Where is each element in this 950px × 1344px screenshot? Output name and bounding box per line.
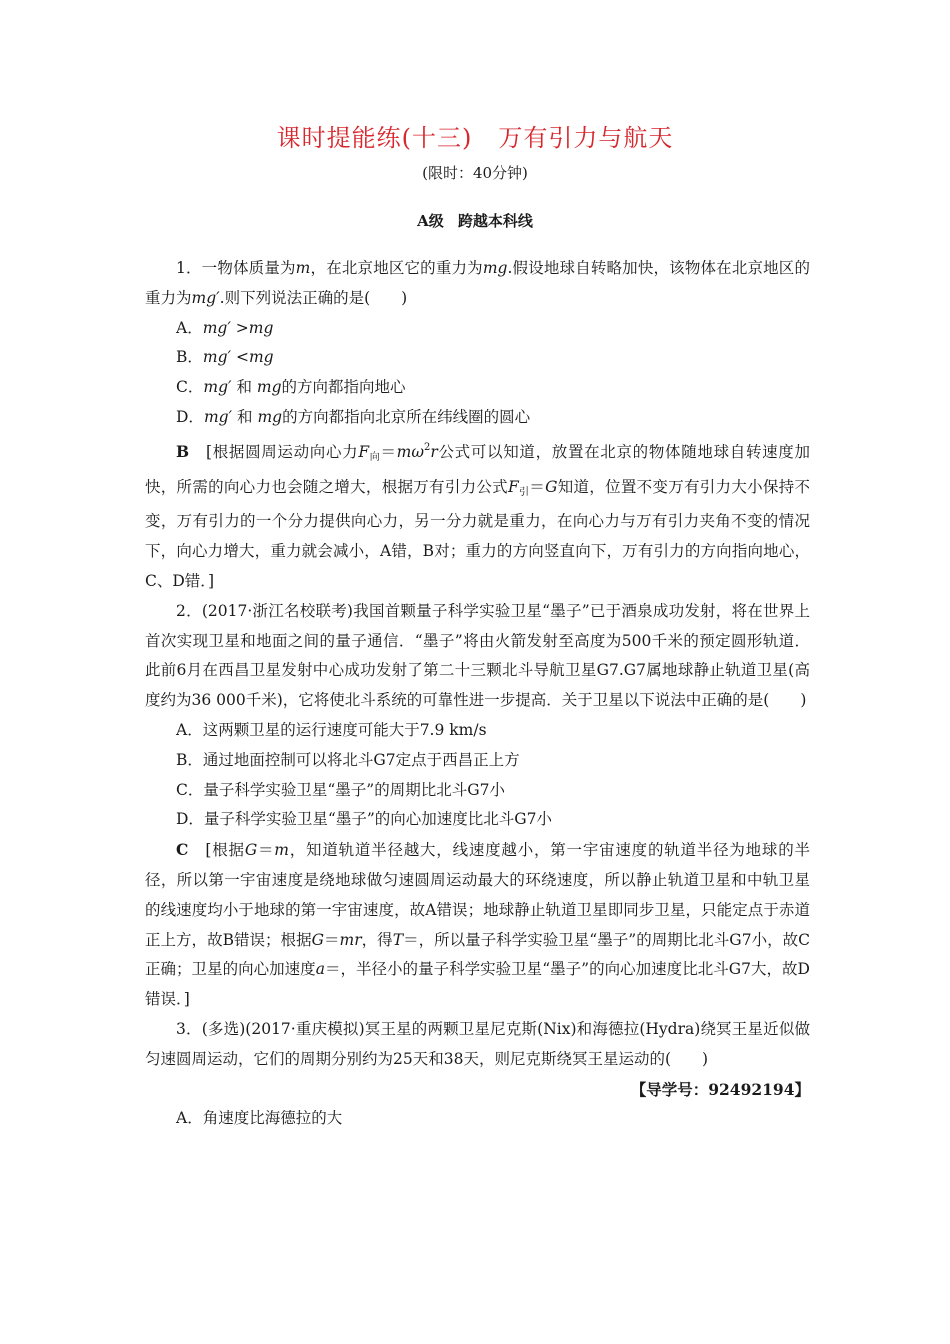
question-2-stem: 2．(2017·浙江名校联考)我国首颗量子科学实验卫星“墨子”已于酒泉成功发射，将在世界上首次实现卫星和地面之间的量子通信．“墨子”将由火箭发射至高度为500千米的预定圆形轨道．此前6月在西昌卫星发射中心成功发射了第二十三颗北斗导航卫星G7.G7属地球静止轨道卫星(高度约为36 000千米)，它将使北斗系统的可靠性进一步提高．关于卫星以下说法中正确的是( ) [145,601,810,710]
title-lesson: 课时提能练(十三) [276,124,473,152]
question-2-option-b: B．通过地面控制可以将北斗G7定点于西昌正上方 [176,750,520,769]
page-title [0,118,950,153]
question-1-option-d: D．mg′ 和 mg的方向都指向北京所在纬线圈的圆心 [176,407,531,426]
section-heading [0,210,950,231]
question-1-stem: 1．一物体质量为m，在北京地区它的重力为mg.假设地球自转略加快，该物体在北京地区的重力为mg′.则下列说法正确的是( ) [145,259,810,307]
question-2-explanation: C [根据G＝m，知道轨道半径越大，线速度越小，第一宇宙速度的轨道半径为地球的半径，所以第一宇宙速度是绕地球做匀速圆周运动最大的环绕速度，所以静止轨道卫星和中轨卫星的线速度均小于地球的第一宇宙速度，故A错误；地球静止轨道卫星即同步卫星，只能定点于赤道正上方，故B错误；根据G＝mr，得T＝，所以量子科学实验卫星“墨子”的周期比北斗G7小，故C正确；卫星的向心加速度a＝，半径小的量子科学实验卫星“墨子”的向心加速度比北斗G7大，故D错误．] [145,840,810,1009]
question-2-option-c: C．量子科学实验卫星“墨子”的周期比北斗G7小 [176,780,505,799]
question-1-explanation: B [根据圆周运动向心力$F_向=m\omega^2r$公式可以知道，放置在北京的物体随地球自转速度加快，所需的向心力也会随之增大，根据万有引力公式$F_引=G$知道，位置不变万有引力大小保持不变，万有引力的一个分力提供向心力，另一分力就是重力，在向心力与万有引力夹角不变的情况下，向心力增大，重力就会减小，A错，B对；重力的方向竖直向下，万有引力的方向指向地心，C、D错．] [145,441,810,590]
section-name: 跨越本科线 [457,212,533,230]
question-1-option-b: B．mg′ <mg [176,348,274,367]
question-3-stem: 3．(多选)(2017·重庆模拟)冥王星的两颗卫星尼克斯(Nix)和海德拉(Hydra)绕冥王星近似做匀速圆周运动，它们的周期分别约为25天和38天，则尼克斯绕冥王星运动的( ) [145,1019,810,1068]
question-2-answer: C [176,840,189,860]
title-topic: 万有引力与航天 [498,124,674,152]
question-1-option-c: C．mg′ 和 mg的方向都指向地心 [176,378,406,397]
question-2-option-a: A．这两颗卫星的运行速度可能大于7.9 km/s [176,720,487,739]
question-3-option-a: A．角速度比海德拉的大 [176,1109,343,1128]
time-limit: (限时：40分钟) [422,164,528,182]
guide-number: 【导学号：92492194】 [630,1079,810,1099]
question-2-option-d: D．量子科学实验卫星“墨子”的向心加速度比北斗G7小 [176,810,553,829]
question-1-option-a: A．mg′ >mg [176,318,274,337]
question-1-answer: B [176,441,190,461]
document-body [145,254,810,1134]
section-level: A级 [417,212,444,230]
